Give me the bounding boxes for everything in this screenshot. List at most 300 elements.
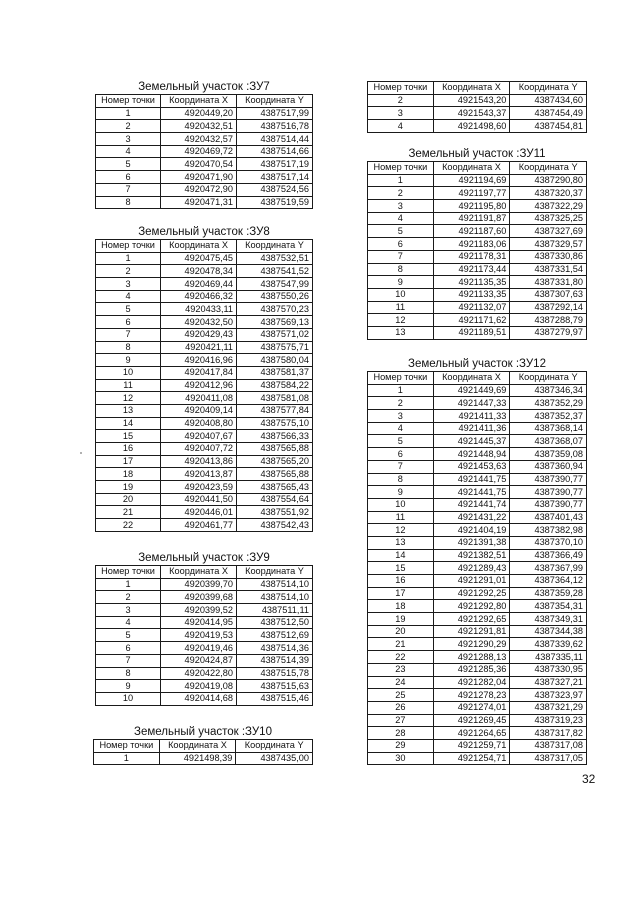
coordinate-y-cell: 4387319,23	[510, 714, 587, 727]
coordinate-y-cell: 4387566,33	[237, 430, 313, 443]
table-header-row	[96, 95, 313, 108]
table-row	[368, 498, 587, 511]
coordinate-x-header: Координата X	[161, 566, 237, 579]
coordinate-x-cell: 4921449,69	[433, 384, 510, 397]
point-number-cell: 27	[368, 714, 434, 727]
coordinate-x-cell: 4920419,46	[161, 642, 237, 655]
point-number-cell: 21	[96, 506, 161, 519]
coordinate-x-cell: 4921447,33	[433, 397, 510, 410]
coordinates-table	[367, 371, 587, 765]
table-row	[368, 651, 587, 664]
coordinate-x-cell: 4921291,81	[433, 625, 510, 638]
point-number-cell: 2	[368, 94, 434, 107]
coordinate-x-cell: 4921194,69	[433, 174, 510, 187]
coordinate-x-cell: 4921278,23	[433, 689, 510, 702]
point-number-cell: 3	[96, 278, 161, 291]
plot-title: Земельный участок :ЗУ8	[138, 226, 270, 238]
coordinate-y-cell: 4387359,08	[510, 448, 587, 461]
point-number-cell: 16	[368, 575, 434, 588]
point-number-cell: 11	[96, 379, 161, 392]
coordinate-x-cell: 4920472,90	[161, 183, 237, 196]
page-number: 32	[582, 772, 596, 786]
table-header-row	[368, 162, 587, 175]
table-header-row	[96, 240, 313, 253]
point-number-cell: 23	[368, 663, 434, 676]
coordinate-x-cell: 4921543,37	[433, 107, 510, 120]
coordinate-y-cell: 4387320,37	[510, 187, 587, 200]
coordinate-y-cell: 4387390,77	[510, 498, 587, 511]
table-row	[96, 443, 313, 456]
table-row	[96, 252, 313, 265]
coordinates-table	[367, 81, 587, 133]
point-number-cell: 18	[96, 468, 161, 481]
table-row	[96, 604, 313, 617]
coordinate-x-cell: 4921282,04	[433, 676, 510, 689]
table-row	[368, 511, 587, 524]
coordinate-y-cell: 4387359,28	[510, 587, 587, 600]
point-number-cell: 4	[96, 290, 161, 303]
coordinate-y-cell: 4387367,99	[510, 562, 587, 575]
coordinate-x-header: Координата X	[433, 82, 510, 95]
table-row	[368, 575, 587, 588]
coordinate-x-cell: 4920432,57	[161, 133, 237, 146]
coordinate-y-header: Координата Y	[237, 566, 313, 579]
coordinate-y-cell: 4387317,82	[510, 727, 587, 740]
coordinate-x-cell: 4920407,72	[161, 443, 237, 456]
point-number-cell: 12	[368, 524, 434, 537]
coordinate-y-cell: 4387454,81	[510, 120, 587, 133]
coordinate-y-cell: 4387321,29	[510, 701, 587, 714]
coordinate-x-cell: 4920429,43	[161, 328, 237, 341]
table-row	[96, 133, 313, 146]
table-row	[368, 314, 587, 327]
coordinate-y-cell: 4387390,77	[510, 486, 587, 499]
coordinate-y-cell: 4387390,77	[510, 473, 587, 486]
coordinate-x-cell: 4921453,63	[433, 460, 510, 473]
coordinate-y-cell: 4387517,14	[237, 171, 313, 184]
point-number-cell: 30	[368, 752, 434, 765]
coordinate-y-cell: 4387514,10	[237, 591, 313, 604]
coordinate-x-cell: 4921543,20	[433, 94, 510, 107]
table-row	[96, 120, 313, 133]
coordinate-x-cell: 4921259,71	[433, 739, 510, 752]
point-number-cell: 8	[96, 341, 161, 354]
coordinate-y-cell: 4387517,99	[237, 107, 313, 120]
coordinate-x-cell: 4921135,35	[433, 276, 510, 289]
plot-title: Земельный участок :ЗУ10	[134, 726, 272, 738]
table-row	[96, 455, 313, 468]
coordinate-x-header: Координата X	[161, 95, 237, 108]
coordinate-y-cell: 4387382,98	[510, 524, 587, 537]
point-number-cell: 22	[96, 519, 161, 532]
table-row	[368, 549, 587, 562]
point-number-cell: 13	[368, 326, 434, 339]
table-row	[368, 212, 587, 225]
coordinate-x-cell: 4921292,25	[433, 587, 510, 600]
coordinates-table	[95, 239, 313, 532]
coordinate-x-cell: 4921264,65	[433, 727, 510, 740]
coordinate-y-cell: 4387515,63	[237, 680, 313, 693]
coordinate-x-cell: 4920408,80	[161, 417, 237, 430]
coordinate-x-cell: 4920399,52	[161, 604, 237, 617]
table-header-row	[96, 566, 313, 579]
point-number-cell: 19	[368, 613, 434, 626]
coordinate-y-header: Координата Y	[510, 162, 587, 175]
point-number-cell: 28	[368, 727, 434, 740]
coordinate-y-cell: 4387401,43	[510, 511, 587, 524]
coordinate-x-cell: 4921404,19	[433, 524, 510, 537]
point-number-cell: 6	[96, 171, 161, 184]
plot-zu10-section	[93, 725, 313, 765]
coordinate-y-header: Координата Y	[237, 95, 313, 108]
coordinate-y-cell: 4387515,78	[237, 667, 313, 680]
table-header-row	[94, 740, 313, 753]
coordinate-y-cell: 4387330,86	[510, 250, 587, 263]
coordinate-y-cell: 4387352,37	[510, 410, 587, 423]
coordinate-x-cell: 4920413,87	[161, 468, 237, 481]
coordinate-y-cell: 4387532,51	[237, 252, 313, 265]
coordinate-x-cell: 4920411,08	[161, 392, 237, 405]
table-row	[368, 120, 587, 133]
point-number-cell: 5	[368, 225, 434, 238]
coordinate-y-cell: 4387290,80	[510, 174, 587, 187]
point-number-cell: 2	[96, 120, 161, 133]
coordinate-x-cell: 4920419,08	[161, 680, 237, 693]
point-number-cell: 10	[368, 288, 434, 301]
coordinate-y-cell: 4387514,66	[237, 145, 313, 158]
coordinate-x-cell: 4920441,50	[161, 493, 237, 506]
point-number-cell: 29	[368, 739, 434, 752]
table-row	[368, 288, 587, 301]
table-row	[368, 676, 587, 689]
coordinate-x-cell: 4921290,29	[433, 638, 510, 651]
table-row	[368, 250, 587, 263]
table-row	[96, 481, 313, 494]
coordinates-table	[95, 565, 313, 706]
coordinate-y-header: Координата Y	[510, 82, 587, 95]
coordinate-x-cell: 4921292,65	[433, 613, 510, 626]
table-row	[96, 392, 313, 405]
coordinate-x-cell: 4921171,62	[433, 314, 510, 327]
table-row	[96, 667, 313, 680]
table-row	[368, 200, 587, 213]
coordinate-x-cell: 4920421,11	[161, 341, 237, 354]
point-number-cell: 5	[96, 158, 161, 171]
coordinate-y-cell: 4387327,69	[510, 225, 587, 238]
table-row	[96, 680, 313, 693]
table-row	[368, 689, 587, 702]
coordinate-y-cell: 4387279,97	[510, 326, 587, 339]
coordinate-y-cell: 4387323,97	[510, 689, 587, 702]
point-number-cell: 4	[368, 422, 434, 435]
coordinate-x-cell: 4920469,44	[161, 278, 237, 291]
point-number-cell: 5	[96, 303, 161, 316]
coordinate-y-cell: 4387327,21	[510, 676, 587, 689]
table-row	[96, 654, 313, 667]
point-number-cell: 10	[96, 692, 161, 705]
table-row	[368, 625, 587, 638]
coordinate-y-cell: 4387512,69	[237, 629, 313, 642]
coordinate-y-cell: 4387541,52	[237, 265, 313, 278]
point-number-cell: 7	[96, 183, 161, 196]
table-row	[96, 578, 313, 591]
table-row	[368, 473, 587, 486]
table-row	[368, 752, 587, 765]
point-number-cell: 3	[96, 133, 161, 146]
coordinate-x-cell: 4920471,31	[161, 196, 237, 209]
point-number-cell: 9	[368, 276, 434, 289]
coordinate-y-cell: 4387514,36	[237, 642, 313, 655]
coordinate-x-cell: 4921291,01	[433, 575, 510, 588]
table-row	[96, 616, 313, 629]
table-row	[368, 276, 587, 289]
coordinate-y-cell: 4387344,38	[510, 625, 587, 638]
table-row	[368, 107, 587, 120]
coordinate-y-cell: 4387368,14	[510, 422, 587, 435]
point-number-cell: 9	[368, 486, 434, 499]
point-number-cell: 22	[368, 651, 434, 664]
coordinate-y-cell: 4387352,29	[510, 397, 587, 410]
coordinate-x-cell: 4920423,59	[161, 481, 237, 494]
coordinates-table	[93, 739, 313, 765]
point-number-header: Номер точки	[96, 566, 161, 579]
table-row	[368, 435, 587, 448]
table-row	[368, 613, 587, 626]
coordinate-y-header: Координата Y	[237, 240, 313, 253]
table-row	[96, 171, 313, 184]
coordinate-y-cell: 4387331,54	[510, 263, 587, 276]
scan-speck	[80, 452, 82, 454]
table-row	[96, 468, 313, 481]
coordinate-y-cell: 4387435,00	[236, 752, 313, 765]
table-row	[368, 486, 587, 499]
table-row	[96, 404, 313, 417]
plot-zu12-section	[367, 357, 587, 765]
coordinate-y-cell: 4387542,43	[237, 519, 313, 532]
point-number-header: Номер точки	[368, 162, 434, 175]
point-number-cell: 9	[96, 354, 161, 367]
coordinate-x-cell: 4920432,51	[161, 120, 237, 133]
table-header-row	[368, 372, 587, 385]
coordinate-y-cell: 4387554,64	[237, 493, 313, 506]
coordinate-x-cell: 4920466,32	[161, 290, 237, 303]
point-number-cell: 1	[96, 252, 161, 265]
coordinate-x-cell: 4921441,75	[433, 486, 510, 499]
point-number-cell: 6	[96, 642, 161, 655]
point-number-cell: 3	[368, 200, 434, 213]
point-number-cell: 13	[368, 536, 434, 549]
table-header-row	[368, 82, 587, 95]
point-number-cell: 6	[368, 448, 434, 461]
coordinate-x-cell: 4921448,94	[433, 448, 510, 461]
plot-title: Земельный участок :ЗУ12	[408, 358, 546, 370]
coordinate-y-cell: 4387514,39	[237, 654, 313, 667]
coordinate-y-cell: 4387335,11	[510, 651, 587, 664]
coordinate-y-cell: 4387370,10	[510, 536, 587, 549]
table-row	[96, 328, 313, 341]
coordinate-x-cell: 4921189,51	[433, 326, 510, 339]
table-row	[368, 600, 587, 613]
coordinate-y-cell: 4387577,84	[237, 404, 313, 417]
point-number-cell: 12	[96, 392, 161, 405]
coordinate-x-cell: 4921498,60	[433, 120, 510, 133]
point-number-cell: 3	[368, 107, 434, 120]
point-number-cell: 8	[96, 196, 161, 209]
plot-zu11-section	[367, 147, 587, 340]
coordinate-y-header: Координата Y	[510, 372, 587, 385]
coordinate-x-cell: 4921431,22	[433, 511, 510, 524]
coordinate-y-cell: 4387434,60	[510, 94, 587, 107]
coordinate-x-cell: 4920424,87	[161, 654, 237, 667]
coordinate-x-cell: 4921441,75	[433, 473, 510, 486]
coordinate-x-cell: 4921173,44	[433, 263, 510, 276]
coordinates-table	[367, 161, 587, 340]
table-row	[96, 493, 313, 506]
coordinate-x-cell: 4921132,07	[433, 301, 510, 314]
point-number-cell: 8	[96, 667, 161, 680]
point-number-cell: 1	[96, 107, 161, 120]
coordinate-y-cell: 4387569,13	[237, 316, 313, 329]
coordinate-x-cell: 4920446,01	[161, 506, 237, 519]
table-row	[96, 316, 313, 329]
table-row	[96, 145, 313, 158]
coordinate-y-cell: 4387516,78	[237, 120, 313, 133]
coordinate-x-header: Координата X	[161, 240, 237, 253]
point-number-cell: 14	[368, 549, 434, 562]
coordinate-x-cell: 4920399,68	[161, 591, 237, 604]
coordinate-y-cell: 4387570,23	[237, 303, 313, 316]
coordinate-y-cell: 4387575,10	[237, 417, 313, 430]
point-number-cell: 16	[96, 443, 161, 456]
coordinate-y-cell: 4387514,44	[237, 133, 313, 146]
point-number-header: Номер точки	[96, 95, 161, 108]
coordinate-x-cell: 4920419,53	[161, 629, 237, 642]
table-row	[368, 410, 587, 423]
table-row	[96, 354, 313, 367]
table-row	[368, 638, 587, 651]
coordinate-y-cell: 4387307,63	[510, 288, 587, 301]
coordinate-x-cell: 4920471,90	[161, 171, 237, 184]
coordinate-y-cell: 4387511,11	[237, 604, 313, 617]
table-row	[96, 366, 313, 379]
coordinate-y-cell: 4387349,31	[510, 613, 587, 626]
point-number-cell: 7	[368, 250, 434, 263]
coordinate-y-cell: 4387512,50	[237, 616, 313, 629]
point-number-cell: 10	[96, 366, 161, 379]
point-number-cell: 13	[96, 404, 161, 417]
coordinate-x-cell: 4920412,96	[161, 379, 237, 392]
point-number-header: Номер точки	[368, 82, 434, 95]
point-number-cell: 19	[96, 481, 161, 494]
coordinate-y-cell: 4387329,57	[510, 238, 587, 251]
coordinate-x-cell: 4920449,20	[161, 107, 237, 120]
coordinate-y-cell: 4387317,08	[510, 739, 587, 752]
table-row	[368, 663, 587, 676]
coordinate-y-header: Координата Y	[236, 740, 313, 753]
point-number-cell: 2	[96, 265, 161, 278]
coordinate-y-cell: 4387354,31	[510, 600, 587, 613]
point-number-cell: 1	[94, 752, 160, 765]
table-row	[96, 379, 313, 392]
table-row	[368, 562, 587, 575]
table-row	[368, 701, 587, 714]
plot-title: Земельный участок :ЗУ7	[138, 81, 270, 93]
table-row	[96, 290, 313, 303]
table-row	[368, 739, 587, 752]
coordinate-x-cell: 4921285,36	[433, 663, 510, 676]
point-number-cell: 2	[368, 397, 434, 410]
point-number-cell: 15	[368, 562, 434, 575]
coordinate-y-cell: 4387547,99	[237, 278, 313, 291]
point-number-cell: 17	[96, 455, 161, 468]
point-number-cell: 7	[96, 328, 161, 341]
coordinate-x-cell: 4921288,13	[433, 651, 510, 664]
point-number-cell: 4	[96, 616, 161, 629]
plot-title: Земельный участок :ЗУ9	[138, 552, 270, 564]
coordinate-x-cell: 4920417,84	[161, 366, 237, 379]
coordinate-y-cell: 4387366,49	[510, 549, 587, 562]
point-number-cell: 1	[368, 384, 434, 397]
point-number-cell: 4	[96, 145, 161, 158]
coordinate-y-cell: 4387565,43	[237, 481, 313, 494]
coordinate-x-cell: 4921411,36	[433, 422, 510, 435]
point-number-cell: 7	[368, 460, 434, 473]
coordinate-y-cell: 4387331,80	[510, 276, 587, 289]
table-row	[96, 591, 313, 604]
point-number-cell: 15	[96, 430, 161, 443]
table-row	[96, 183, 313, 196]
plot-zu8-section	[95, 225, 313, 532]
point-number-cell: 2	[368, 187, 434, 200]
coordinate-y-cell: 4387584,22	[237, 379, 313, 392]
table-row	[96, 341, 313, 354]
coordinate-y-cell: 4387368,07	[510, 435, 587, 448]
point-number-cell: 25	[368, 689, 434, 702]
table-row	[368, 422, 587, 435]
coordinate-x-cell: 4920469,72	[161, 145, 237, 158]
coordinate-y-cell: 4387581,08	[237, 392, 313, 405]
coordinate-x-header: Координата X	[433, 372, 510, 385]
coordinate-x-cell: 4920414,95	[161, 616, 237, 629]
point-number-cell: 11	[368, 301, 434, 314]
coordinate-x-cell: 4920413,86	[161, 455, 237, 468]
coordinate-y-cell: 4387288,79	[510, 314, 587, 327]
coordinate-x-header: Координата X	[159, 740, 236, 753]
coordinate-y-cell: 4387565,20	[237, 455, 313, 468]
coordinate-x-cell: 4921191,87	[433, 212, 510, 225]
plot-title: Земельный участок :ЗУ11	[408, 148, 546, 160]
point-number-cell: 3	[96, 604, 161, 617]
point-number-cell: 7	[96, 654, 161, 667]
table-row	[368, 397, 587, 410]
table-row	[368, 536, 587, 549]
point-number-cell: 17	[368, 587, 434, 600]
point-number-cell: 8	[368, 473, 434, 486]
coordinate-y-cell: 4387565,88	[237, 468, 313, 481]
point-number-cell: 10	[368, 498, 434, 511]
coordinate-y-cell: 4387575,71	[237, 341, 313, 354]
coordinate-x-cell: 4921441,74	[433, 498, 510, 511]
table-row	[96, 519, 313, 532]
coordinate-y-cell: 4387580,04	[237, 354, 313, 367]
coordinate-x-cell: 4920470,54	[161, 158, 237, 171]
table-row	[368, 448, 587, 461]
point-number-cell: 1	[96, 578, 161, 591]
coordinate-x-cell: 4921254,71	[433, 752, 510, 765]
plot-zu9-section	[95, 551, 313, 706]
coordinate-x-cell: 4921183,06	[433, 238, 510, 251]
table-row	[96, 430, 313, 443]
